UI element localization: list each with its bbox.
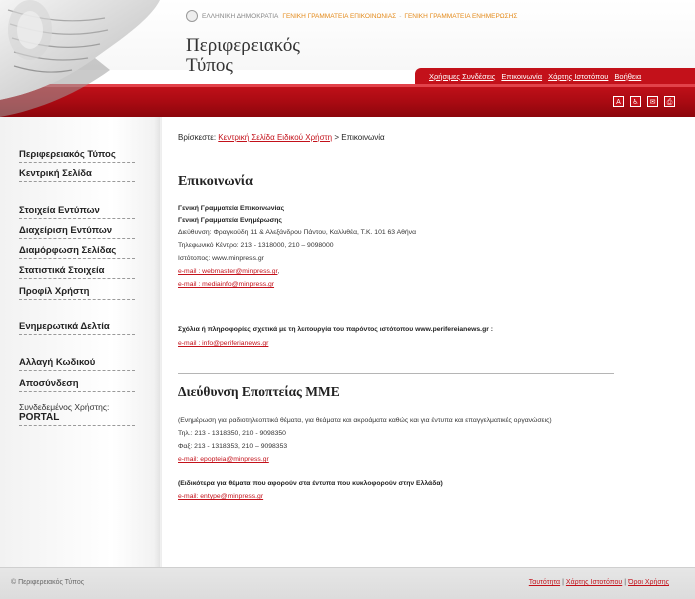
gov-secretariat-communication[interactable]: ΓΕΝΙΚΗ ΓΡΑΜΜΑΤΕΙΑ ΕΠΙΚΟΙΝΩΝΙΑΣ [282, 12, 397, 20]
gov-separator: - [399, 12, 402, 20]
breadcrumb-current: > Επικοινωνία [334, 133, 385, 142]
sidebar-item-publication-info[interactable]: Στοιχεία Εντύπων [19, 205, 135, 219]
footer-links [529, 579, 669, 586]
breadcrumb-prefix: Βρίσκεστε: [178, 133, 217, 142]
supervision-phone: Τηλ.: 213 - 1318350, 210 - 9098350 [178, 430, 286, 437]
contact-email1-comma: , [277, 268, 280, 275]
contact-org1: Γενική Γραμματεία Επικοινωνίας [178, 205, 285, 212]
logged-in-user [19, 402, 135, 426]
supervision-fax: Φαξ: 213 - 1318353, 210 – 9098353 [178, 443, 288, 450]
contact-email-mediainfo[interactable]: e-mail : mediainfo@minpress.gr [178, 281, 275, 288]
footer-link-identity[interactable]: Ταυτότητα [528, 579, 561, 586]
contact-email-webmaster[interactable]: e-mail : webmaster@minpress.gr [178, 268, 278, 275]
feedback-email-row [178, 340, 268, 347]
footer-link-sitemap[interactable]: Χάρτης Ιστοτόπου [565, 579, 623, 586]
contact-email2-row [178, 281, 274, 288]
contact-address: Διεύθυνση: Φραγκούδη 11 & Αλεξάνδρου Πάντου, Καλλιθέα, Τ.Κ. 101 63 Αθήνα [178, 229, 417, 236]
site-footer [0, 567, 695, 599]
sidebar-shadow [154, 117, 162, 567]
sidebar-item-newsletters[interactable]: Ενημερωτικά Δελτία [19, 321, 135, 335]
sidebar-item-change-password[interactable]: Αλλαγή Κωδικού [19, 357, 135, 371]
accessibility-icon[interactable]: ♿ [630, 96, 641, 107]
sidebar-item-user-profile[interactable]: Προφίλ Χρήστη [19, 286, 135, 300]
logged-in-user-label: Συνδεδεμένος Χρήστης: [19, 402, 110, 412]
site-title[interactable] [186, 36, 300, 76]
supervision-title: Διεύθυνση Εποπτείας ΜΜΕ [178, 384, 340, 399]
nav-useful-links[interactable]: Χρήσιμες Συνδέσεις [429, 71, 496, 81]
greek-emblem-icon [186, 10, 198, 22]
site-header [0, 0, 695, 117]
email-icon[interactable]: ✉ [647, 96, 658, 107]
sidebar-item-statistics[interactable]: Στατιστικά Στοιχεία [19, 265, 135, 279]
site-title-line2: Τύπος [186, 55, 233, 76]
nav-contact[interactable]: Επικοινωνία [501, 71, 543, 81]
breadcrumb-home-link[interactable]: Κεντρική Σελίδα Ειδικού Χρήστη [218, 133, 333, 142]
footer-separator: | [624, 579, 627, 586]
font-size-icon[interactable]: A [613, 96, 624, 107]
sidebar [0, 117, 160, 567]
nav-help[interactable]: Βοήθεια [614, 71, 642, 81]
rolled-newspaper-icon [0, 0, 168, 117]
page-title: Επικοινωνία [178, 174, 253, 189]
tool-icons [613, 96, 681, 107]
supervision-email-entype[interactable]: e-mail: entype@minpress.gr [178, 493, 264, 500]
supervision-note2: (Ειδικότερα για θέματα που αφορούν στα έντυπα που κυκλοφορούν στην Ελλάδα) [178, 480, 443, 487]
government-bar [186, 9, 517, 23]
footer-link-terms[interactable]: Όροι Χρήσης [628, 579, 669, 586]
feedback-text: Σχόλια ή πληροφορίες σχετικά με τη λειτουργία του παρόντος ιστότοπου www.perifereianews.gr : [178, 326, 494, 333]
print-icon[interactable]: ⎙ [664, 96, 675, 107]
supervision-email2-row [178, 493, 263, 500]
gov-secretariat-information[interactable]: ΓΕΝΙΚΗ ΓΡΑΜΜΑΤΕΙΑ ΕΝΗΜΕΡΩΣΗΣ [404, 12, 518, 20]
supervision-email-epopteia[interactable]: e-mail: epopteia@minpress.gr [178, 456, 269, 463]
supervision-email1-row [178, 456, 269, 463]
contact-org2: Γενική Γραμματεία Ενημέρωσης [178, 217, 282, 224]
sidebar-item-home[interactable]: Κεντρική Σελίδα [19, 168, 135, 182]
sidebar-item-publication-management[interactable]: Διαχείριση Εντύπων [19, 225, 135, 239]
supervision-note: (Ενημέρωση για ραδιοτηλεοπτικά θέματα, για θεάματα και ακροάματα καθώς και για έντυπα και επαγγελματικές οργανώσεις) [178, 417, 552, 424]
sidebar-item-regional-press[interactable]: Περιφερειακός Τύπος [19, 149, 135, 163]
section-divider [178, 373, 614, 374]
top-nav [415, 68, 695, 84]
nav-sitemap[interactable]: Χάρτης Ιστοτόπου [548, 71, 609, 81]
gov-hellenic-republic: ΕΛΛΗΝΙΚΗ ΔΗΜΟΚΡΑΤΙΑ [202, 12, 279, 20]
sidebar-item-page-layout[interactable]: Διαμόρφωση Σελίδας [19, 245, 135, 259]
logged-in-user-name: PORTAL [19, 412, 60, 423]
copyright: © Περιφερειακός Τύπος [11, 579, 85, 586]
footer-separator: | [562, 579, 564, 586]
contact-website: Ιστότοπος: www.minpress.gr [178, 255, 264, 262]
sidebar-item-logout[interactable]: Αποσύνδεση [19, 378, 135, 392]
breadcrumb [178, 133, 385, 142]
feedback-email-link[interactable]: e-mail : info@periferianews.gr [178, 340, 269, 347]
contact-email1-row [178, 268, 279, 275]
site-title-line1: Περιφερειακός [186, 35, 300, 56]
contact-phone: Τηλεφωνικό Κέντρο: 213 - 1318000, 210 – 9098000 [178, 242, 334, 249]
